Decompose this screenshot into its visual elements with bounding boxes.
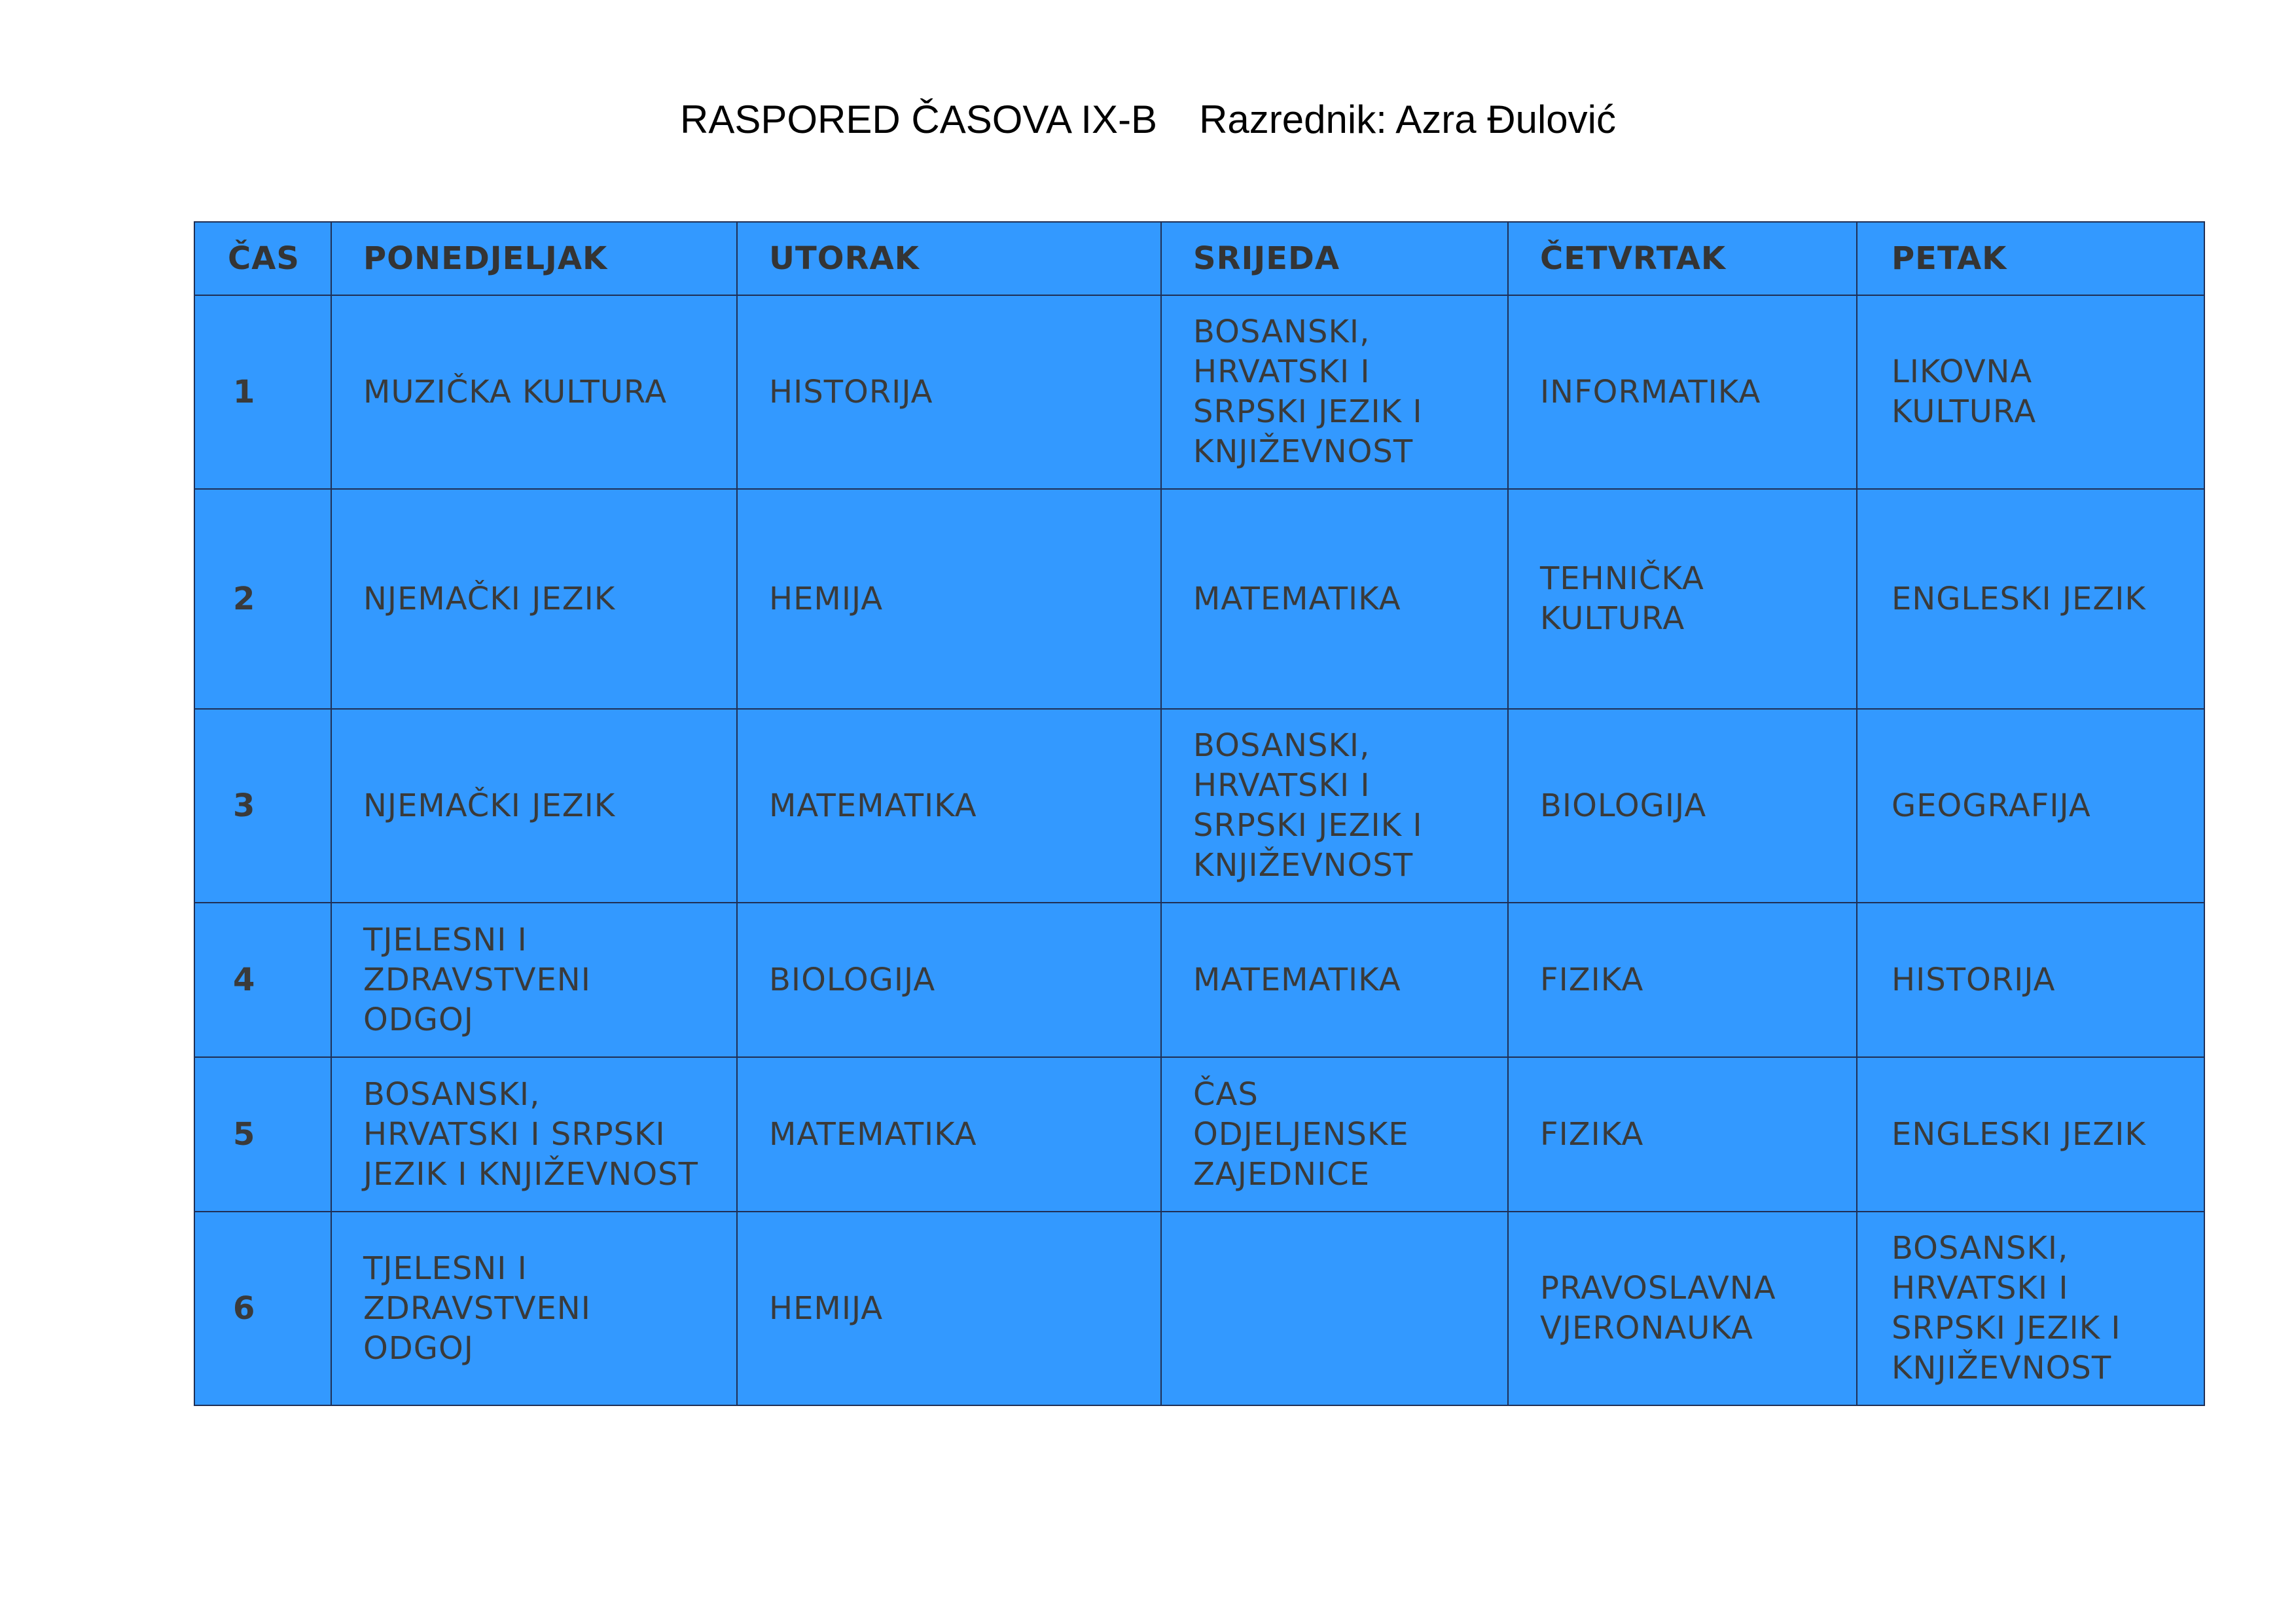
cell-monday: TJELESNI I ZDRAVSTVENI ODGOJ: [331, 1212, 737, 1405]
timetable: [194, 221, 2205, 1406]
cell-thursday: BIOLOGIJA: [1508, 709, 1857, 903]
cell-wednesday: BOSANSKI, HRVATSKI I SRPSKI JEZIK I KNJIŽEVNOST: [1161, 295, 1508, 489]
cell-wednesday: MATEMATIKA: [1161, 489, 1508, 709]
cell-friday: ENGLESKI JEZIK: [1857, 1057, 2204, 1212]
schedule-title: RASPORED ČASOVA IX-B: [679, 98, 1158, 141]
cell-wednesday: BOSANSKI, HRVATSKI I SRPSKI JEZIK I KNJIŽEVNOST: [1161, 709, 1508, 903]
period-number: 3: [194, 709, 331, 903]
cell-thursday: PRAVOSLAVNA VJERONAUKA: [1508, 1212, 1857, 1405]
cell-thursday: TEHNIČKA KULTURA: [1508, 489, 1857, 709]
cell-friday: HISTORIJA: [1857, 903, 2204, 1057]
cell-monday: NJEMAČKI JEZIK: [331, 489, 737, 709]
page-title: [0, 97, 2296, 142]
cell-monday: MUZIČKA KULTURA: [331, 295, 737, 489]
cell-friday: LIKOVNA KULTURA: [1857, 295, 2204, 489]
header-srijeda: SRIJEDA: [1161, 222, 1508, 295]
cell-tuesday: HEMIJA: [737, 1212, 1161, 1405]
period-number: 2: [194, 489, 331, 709]
header-utorak: UTORAK: [737, 222, 1161, 295]
header-petak: PETAK: [1857, 222, 2204, 295]
cell-monday: NJEMAČKI JEZIK: [331, 709, 737, 903]
period-number: 4: [194, 903, 331, 1057]
cell-thursday: INFORMATIKA: [1508, 295, 1857, 489]
cell-tuesday: BIOLOGIJA: [737, 903, 1161, 1057]
period-number: 1: [194, 295, 331, 489]
teacher-label: Razrednik: Azra Đulović: [1199, 98, 1616, 141]
cell-monday: TJELESNI I ZDRAVSTVENI ODGOJ: [331, 903, 737, 1057]
header-cas: ČAS: [194, 222, 331, 295]
table-row: [194, 489, 2204, 709]
cell-wednesday: MATEMATIKA: [1161, 903, 1508, 1057]
header-cetvrtak: ČETVRTAK: [1508, 222, 1857, 295]
cell-tuesday: HISTORIJA: [737, 295, 1161, 489]
cell-tuesday: MATEMATIKA: [737, 709, 1161, 903]
cell-wednesday: ČAS ODJELJENSKE ZAJEDNICE: [1161, 1057, 1508, 1212]
cell-wednesday: [1161, 1212, 1508, 1405]
header-row: [194, 222, 2204, 295]
table-row: [194, 709, 2204, 903]
header-ponedjeljak: PONEDJELJAK: [331, 222, 737, 295]
period-number: 6: [194, 1212, 331, 1405]
cell-friday: BOSANSKI, HRVATSKI I SRPSKI JEZIK I KNJIŽEVNOST: [1857, 1212, 2204, 1405]
table-row: [194, 1057, 2204, 1212]
table-row: [194, 903, 2204, 1057]
table-row: [194, 295, 2204, 489]
cell-thursday: FIZIKA: [1508, 903, 1857, 1057]
cell-monday: BOSANSKI, HRVATSKI I SRPSKI JEZIK I KNJIŽEVNOST: [331, 1057, 737, 1212]
cell-friday: GEOGRAFIJA: [1857, 709, 2204, 903]
cell-tuesday: MATEMATIKA: [737, 1057, 1161, 1212]
cell-thursday: FIZIKA: [1508, 1057, 1857, 1212]
cell-tuesday: HEMIJA: [737, 489, 1161, 709]
period-number: 5: [194, 1057, 331, 1212]
table-row: [194, 1212, 2204, 1405]
cell-friday: ENGLESKI JEZIK: [1857, 489, 2204, 709]
